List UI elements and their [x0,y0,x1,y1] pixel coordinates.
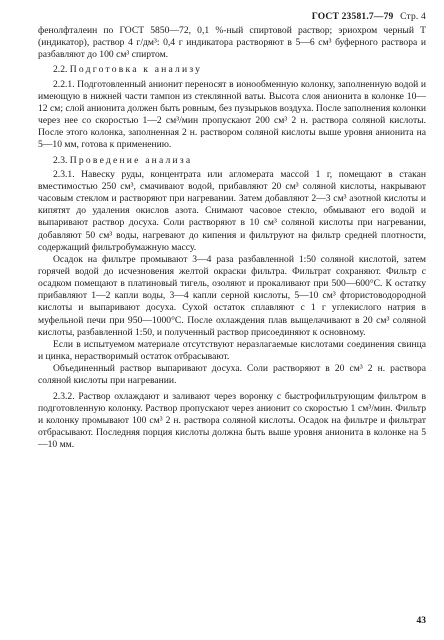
standard-number: ГОСТ 23581.7—79 [311,12,394,22]
paragraph-residue: Осадок на фильтре промывают 3—4 раза разбавленной 1:50 соляной кислотой, затем горячей водой до исчезновения желтой окраски фильтра. Фильтрат сохраняют. Фильтр с осадком помещают в платиновый тигель, озоляют и прокаливают при 500—600°С. К остатку прибавляют 1—2 капли воды, 3—4 капли серной кислоты, 5—10 см³ фтористоводородной кислоты и выпаривают досуха. Сухой остаток сплавляют с 1 г углекислого натрия в муфельной печи при 950—1000°С. После охлаждения плав выщелачивают в 20 см³ соляной кислоты, разбавленной 1:50, и полученный раствор присоединяют к основному. [38,253,426,338]
paragraph-combined-solution: Объединенный раствор выпаривают досуха. Соли растворяют в 20 см³ 2 н. раствора соляной кислоты при нагревании. [38,363,426,387]
paragraph-2-3-2: 2.3.2. Раствор охлаждают и заливают через воронку с быстрофильтрующим фильтром в подготовленную колонку. Раствор пропускают через анионит со скоростью 1 см³/мин. Фильтр и колонку промывают 100 см³ 2 н. раствора соляной кислоты. Осадок на фильтре и фильтрат отбрасывают. Последняя порция кислоты должна быть выше уровня анионита в колонке на 5—10 мм. [38,390,426,451]
section-heading-2-3 [53,155,426,167]
section-title: Проведение анализа [69,154,193,166]
section-title: Подготовка к анализу [69,64,203,76]
page-label: Стр. 4 [400,12,426,22]
paragraph-2-2-1: 2.2.1. Подготовленный анионит переносят в ионообменную колонку, заполненную водой и имеющую в нижней части тампон из стеклянной ваты. Высота слоя анионита в колонке 10—12 см; слой анионита должен быть ровным, без пузырьков воздуха. После заполнения колонки через нее со скоростью 1—2 см³/мин пропускают 200 см³ 2 н. раствора соляной кислоты. После этого колонка, заполненная 2 н. раствором соляной кислоты выше уровня анионита на 5—10 мм, готова к применению. [38,78,426,151]
section-number: 2.2. [53,64,68,76]
page-number: 43 [416,616,426,626]
reagents-paragraph: фенолфталеин по ГОСТ 5850—72, 0,1 %-ный спиртовой раствор; эриохром черный Т (индикатор), раствор 4 г/дм³: 0,4 г индикатора растворяют в 5—6 см³ буферного раствора и разбавляют до 100 см³ спиртом. [38,25,426,61]
page-header [38,12,426,22]
paragraph-2-3-1: 2.3.1. Навеску руды, концентрата или агломерата массой 1 г, помещают в стакан вместимостью 250 см³, смачивают водой, прибавляют 20 см³ соляной кислоты, накрывают часовым стеклом и растворяют при нагревании. Затем добавляют 2—3 см³ азотной кислоты и кипятят до удаления окислов азота. Снимают часовое стекло, обмывают его водой и выпаривают раствор досуха. Соли растворяют в 10 см³ соляной кислоты при нагревании, добавляют 50 см³ воды, нагревают до кипения и фильтруют на фильтр средней плотности, содержащий фильтробумажную массу. [38,168,426,253]
paragraph-insoluble: Если в испытуемом материале отсутствуют неразлагаемые кислотами соединения свинца и цинка, нерастворимый остаток отбрасывают. [38,338,426,363]
section-heading-2-2 [53,64,426,76]
section-number: 2.3. [53,154,68,166]
document-page [38,12,426,451]
